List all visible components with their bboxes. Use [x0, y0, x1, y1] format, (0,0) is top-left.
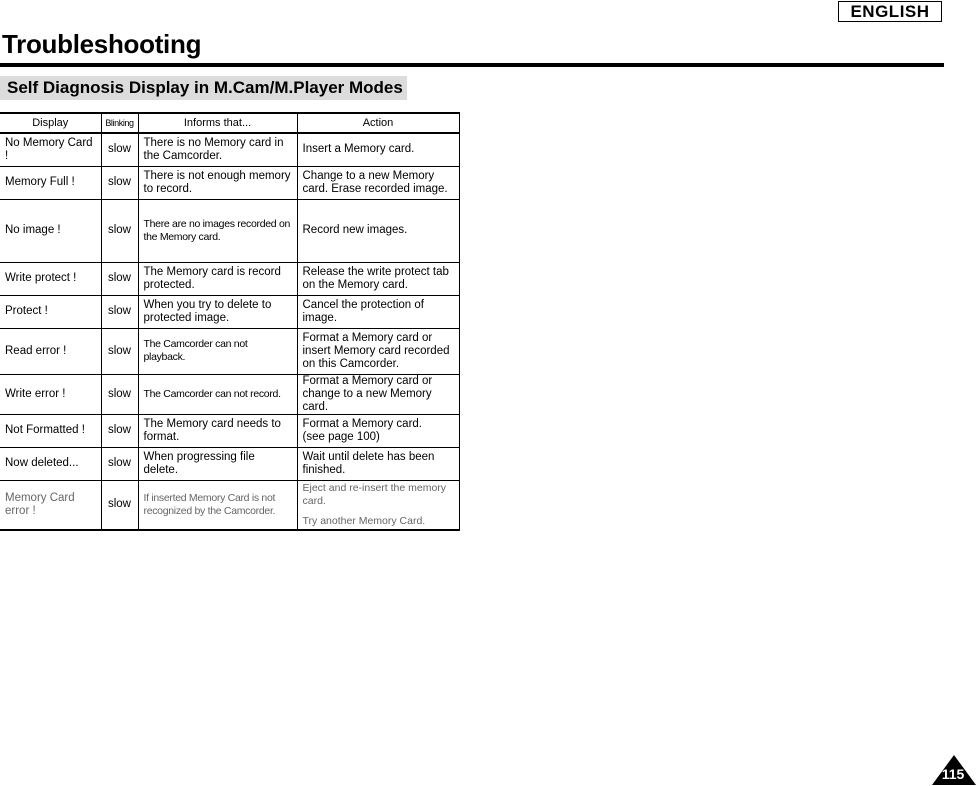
action-cell — [297, 199, 459, 262]
action-text: Format a Memory card or insert Memory card recorded on this Camcorder. — [302, 331, 450, 370]
action-cell — [297, 133, 459, 166]
display-cell: Memory Full ! — [0, 166, 101, 199]
table-row — [0, 199, 459, 262]
page-number: 115 — [941, 766, 965, 782]
action-cell — [297, 328, 459, 374]
action-text: Wait until delete has been finished. — [302, 450, 435, 476]
informs-cell: The Memory card is record protected. — [138, 262, 297, 295]
action-text: Record new images. — [302, 224, 408, 236]
action-cell — [297, 414, 459, 447]
table-row — [0, 133, 459, 166]
informs-cell: There is not enough memory to record. — [138, 166, 297, 199]
self-diagnosis-table — [0, 112, 460, 531]
informs-cell: There are no images recorded on the Memory card. — [138, 199, 297, 262]
blinking-cell: slow — [101, 374, 138, 414]
informs-cell: The Camcorder can not record. — [138, 374, 297, 414]
table-row — [0, 262, 459, 295]
action-text: Insert a Memory card. — [302, 143, 415, 156]
table-row — [0, 328, 459, 374]
action-cell — [297, 295, 459, 328]
blinking-cell: slow — [101, 447, 138, 480]
action-cell — [297, 447, 459, 480]
action-cell — [297, 480, 459, 530]
display-cell: Write error ! — [0, 374, 101, 414]
table-row — [0, 447, 459, 480]
col-header-display: Display — [0, 113, 101, 133]
display-cell: No image ! — [0, 199, 101, 262]
display-cell: Protect ! — [0, 295, 101, 328]
action-cell — [297, 262, 459, 295]
blinking-cell: slow — [101, 199, 138, 262]
informs-cell: If inserted Memory Card is not recognized by the Camcorder. — [138, 480, 297, 530]
action-cell — [297, 374, 459, 414]
display-cell: Memory Card error ! — [0, 480, 101, 530]
display-cell: Not Formatted ! — [0, 414, 101, 447]
table-row — [0, 414, 459, 447]
action-text: Format a Memory card or change to a new Memory card. — [302, 374, 433, 413]
language-badge: ENGLISH — [838, 1, 942, 22]
col-header-informs: Informs that... — [138, 113, 297, 133]
action-text: Cancel the protection of image. — [302, 298, 424, 324]
blinking-cell: slow — [101, 166, 138, 199]
display-cell: Read error ! — [0, 328, 101, 374]
col-header-blinking: Blinking — [101, 113, 138, 133]
table-row — [0, 295, 459, 328]
action-text: (see page 100) — [302, 430, 380, 443]
blinking-cell: slow — [101, 328, 138, 374]
informs-cell: The Camcorder can not playback. — [138, 328, 297, 374]
blinking-cell: slow — [101, 295, 138, 328]
blinking-cell: slow — [101, 414, 138, 447]
display-cell: Write protect ! — [0, 262, 101, 295]
table-row — [0, 480, 459, 530]
action-text: Change to a new Memory card. Erase recorded image. — [302, 169, 448, 195]
informs-cell: The Memory card needs to format. — [138, 414, 297, 447]
action-text: Release the write protect tab on the Memory card. — [302, 265, 449, 291]
display-cell: Now deleted... — [0, 447, 101, 480]
col-header-action: Action — [297, 113, 459, 133]
action-text: Try another Memory Card. — [302, 514, 426, 527]
blinking-cell: slow — [101, 133, 138, 166]
table-header-row — [0, 113, 459, 133]
table-row — [0, 374, 459, 414]
action-cell — [297, 166, 459, 199]
blinking-cell: slow — [101, 262, 138, 295]
informs-cell: When progressing file delete. — [138, 447, 297, 480]
action-text: Format a Memory card. — [302, 417, 422, 430]
informs-cell: When you try to delete to protected image. — [138, 295, 297, 328]
section-heading: Self Diagnosis Display in M.Cam/M.Player Modes — [0, 76, 407, 100]
title-rule — [0, 63, 944, 67]
action-text: Eject and re-insert the memory card. — [302, 481, 447, 507]
informs-cell: There is no Memory card in the Camcorder. — [138, 133, 297, 166]
blinking-cell: slow — [101, 480, 138, 530]
table-row — [0, 166, 459, 199]
page-title: Troubleshooting — [2, 29, 202, 59]
display-cell: No Memory Card ! — [0, 133, 101, 166]
